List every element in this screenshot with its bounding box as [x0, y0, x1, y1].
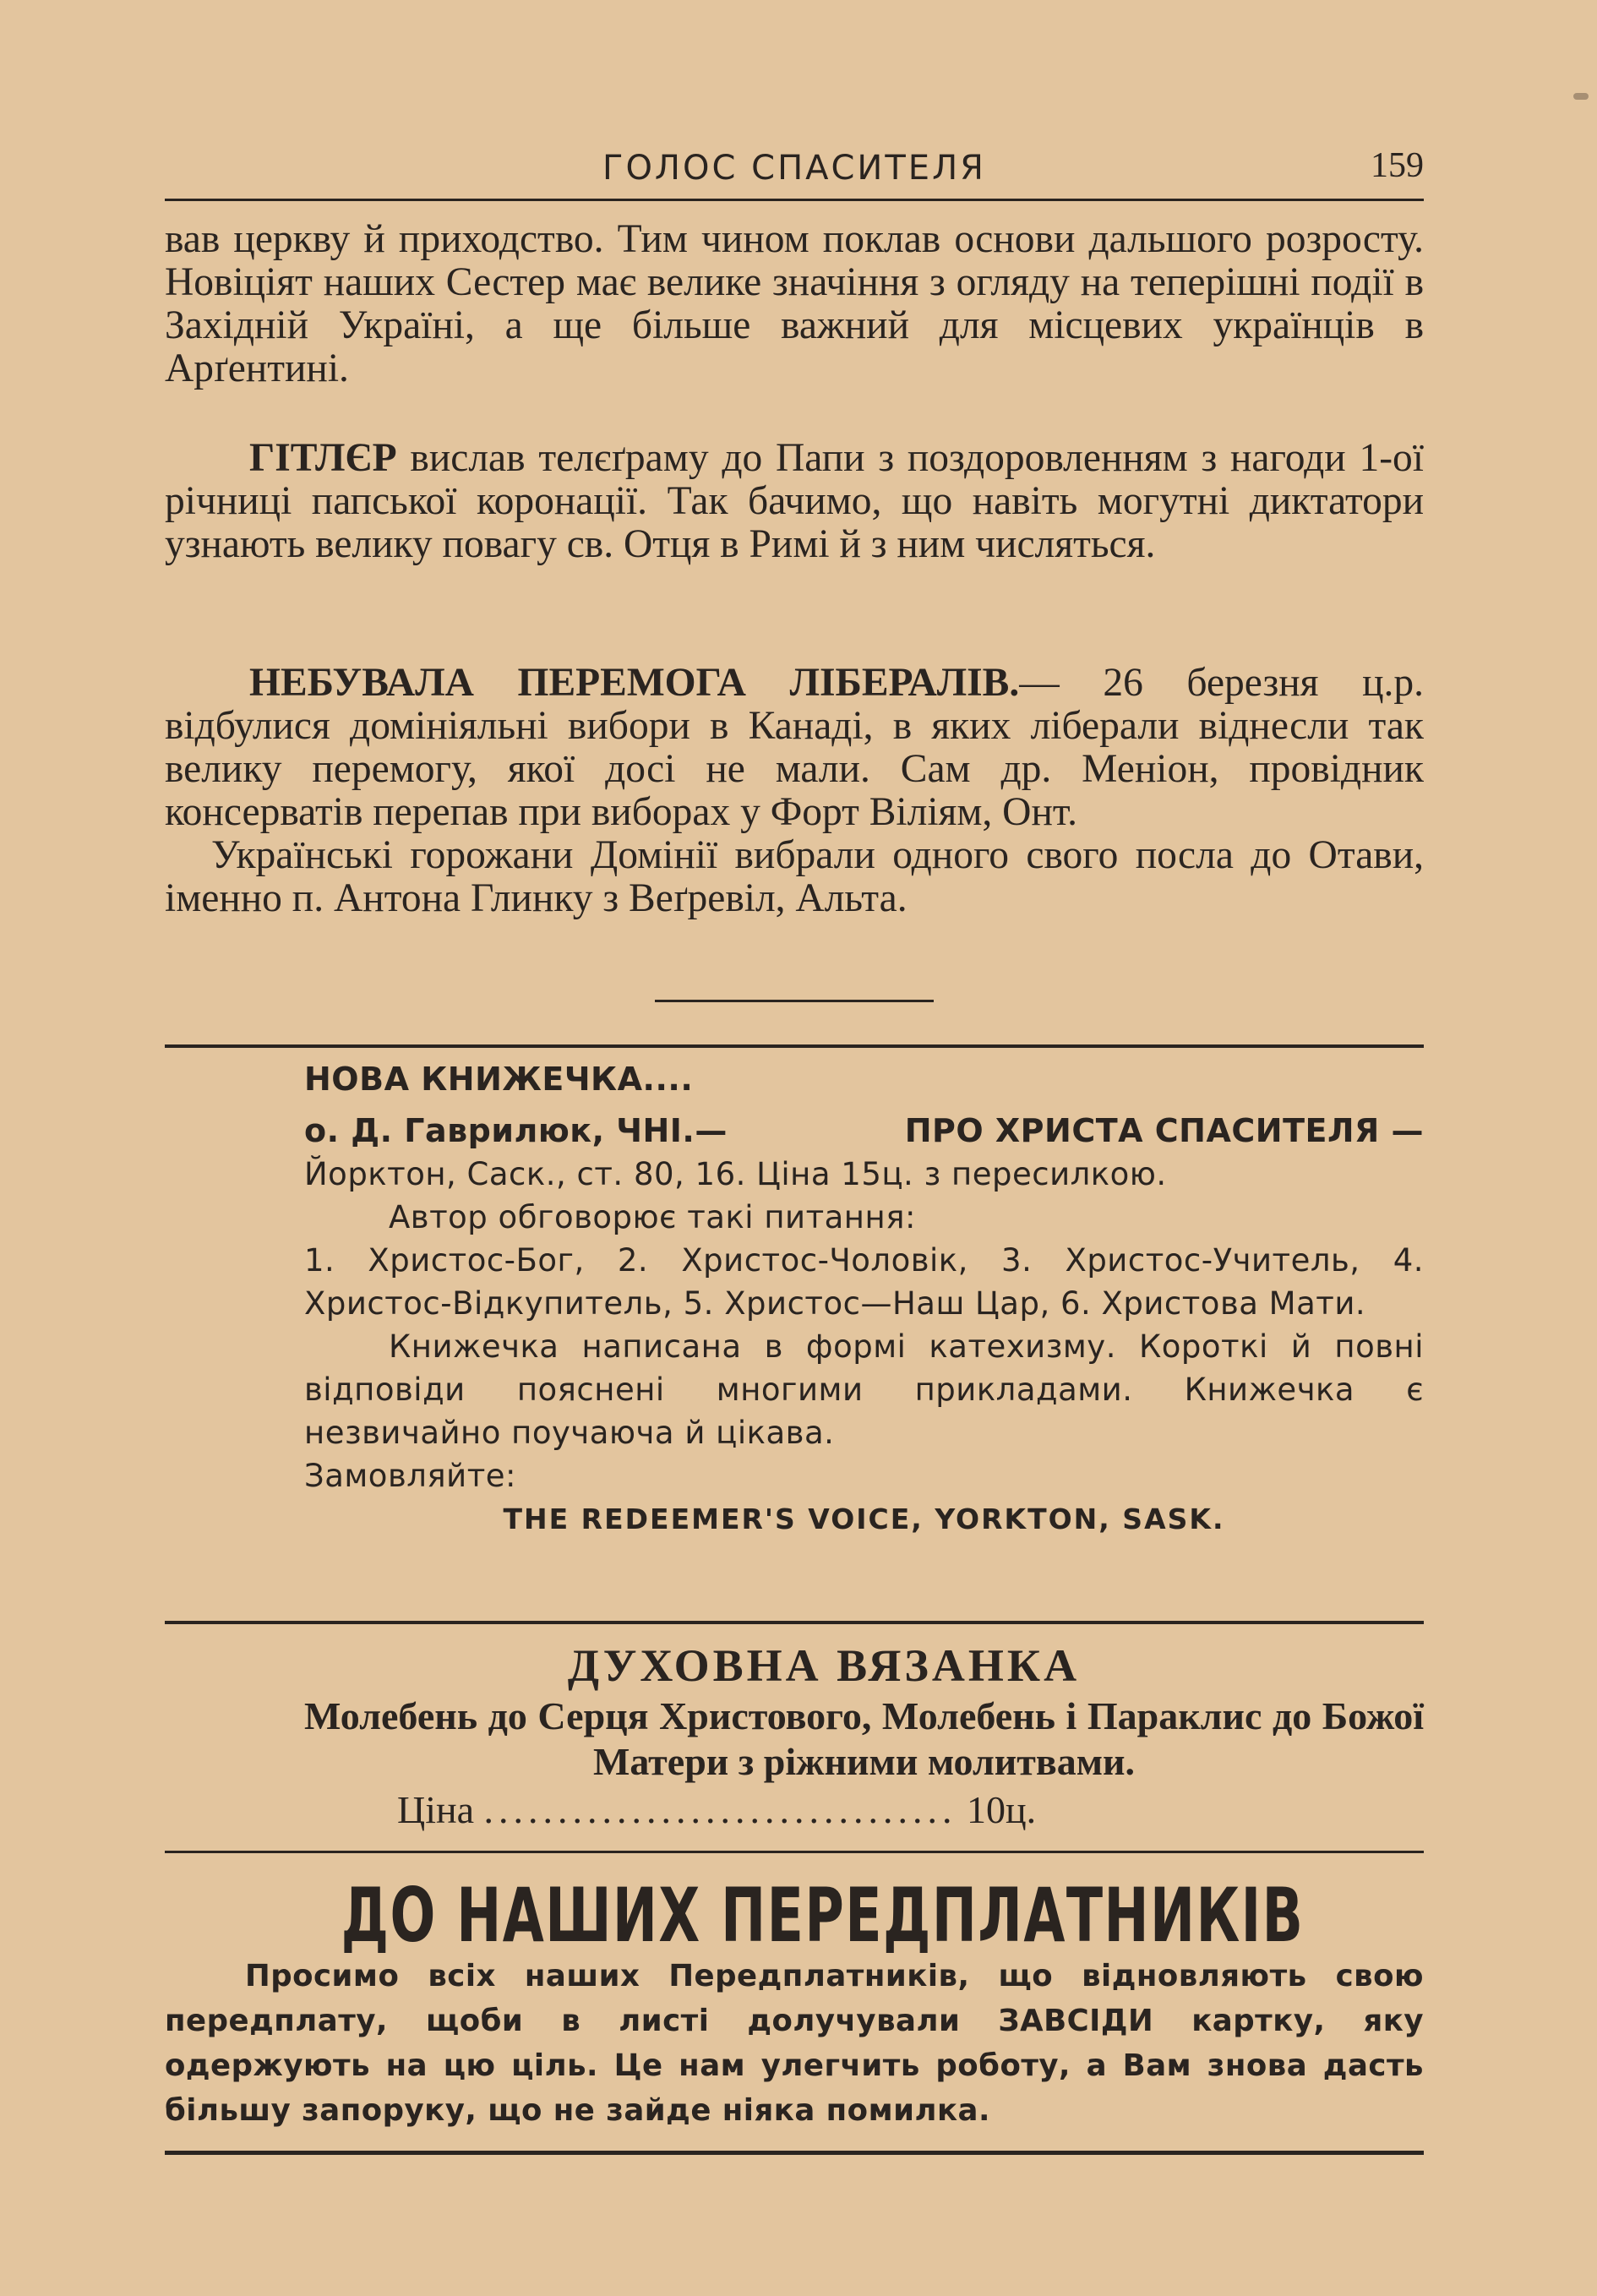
news-item-liberals-text2: Українські горожани Домінії вибрали одного свого посла до Отави, іменно п. Антона Глинку з Веґревіл, Альта.: [165, 833, 1424, 920]
book-ad-heading: НОВА КНИЖЕЧКА....: [304, 1061, 694, 1098]
page-number: 159: [1371, 146, 1424, 185]
prayer-ad: [165, 1638, 1424, 1835]
book-ad-byline: [304, 1110, 1424, 1153]
book-ad-address: THE REDEEMER'S VOICE, YORKTON, SASK.: [503, 1502, 1225, 1535]
book-ad: [304, 1058, 1424, 1541]
book-ad-bottom-rule: [165, 1621, 1424, 1624]
subscribers-title: ДО НАШИХ ПЕРЕДПЛАТНИКІВ: [341, 1872, 1305, 1959]
subscribers-text: Просимо всіх наших Передплатників, що відновляють свою передплату, щоби в листі долучували ЗАВСІДИ картку, яку одержують на цю ціль. Це нам улегчить роботу, а Вам знова дасть більшу запоруку, що не зайде ніяка помилка.: [165, 1959, 1424, 2128]
journal-title: ГОЛОС СПАСИТЕЛЯ: [602, 149, 986, 188]
news-item-hitler-text: вислав телєґраму до Папи з поздоровленням з нагоди 1-ої річниці папської коронації. Так бачимо, що навіть могутні диктатори узнають велику повагу св. Отця в Римі й з ним числяться.: [165, 436, 1425, 566]
running-header: [165, 144, 1424, 194]
news-item-hitler-lead: ГІТЛЄР: [249, 436, 397, 480]
section-divider-short: [655, 1000, 934, 1002]
book-ad-topics: [304, 1239, 1424, 1325]
header-rule: [165, 199, 1424, 201]
prayer-ad-price-value: 10ц.: [967, 1788, 1037, 1831]
news-item-liberals-lead: НЕБУВАЛА ПЕРЕМОГА ЛІБЕРАЛІВ.: [249, 661, 1020, 705]
book-ad-details: Йорктон, Саск., ст. 80, 16. Ціна 15ц. з пересилкою.: [304, 1156, 1167, 1192]
subscribers-notice: [165, 1954, 1424, 2133]
news-item-liberals-text: — 26 березня ц.р. відбулися домініяльні вибори в Канаді, в яких ліберали віднесли так велику перемогу, якої досі не мали. Сам др. Меніон, провідник консерватів перепав при виборах у Форт Віліям, Онт.: [165, 661, 1424, 834]
book-ad-order-label: Замовляйте:: [304, 1458, 516, 1494]
book-ad-description: [304, 1325, 1424, 1454]
ink-spot: [1573, 93, 1589, 100]
book-ad-topics-intro: Автор обговорює такі питання:: [389, 1199, 916, 1235]
prayer-ad-subtitle: Молебень до Серця Христового, Молебень і Параклис до Божої Матери з ріжними молитвами.: [304, 1694, 1424, 1783]
news-item-liberals: [165, 662, 1424, 920]
news-item-hitler: [165, 437, 1424, 566]
prayer-ad-price: [165, 1785, 1424, 1835]
prayer-ad-bottom-rule: [165, 1851, 1424, 1853]
book-ad-topics-text: 1. Христос-Бог, 2. Христос-Чоловік, 3. Христос-Учитель, 4. Христос-Відкупитель, 5. Христос—Наш Цар, 6. Христова Мати.: [304, 1242, 1424, 1322]
subscribers-bottom-rule: [165, 2151, 1424, 2155]
prayer-ad-title: ДУХОВНА ВЯЗАНКА: [567, 1640, 1081, 1691]
book-ad-author: о. Д. Гаврилюк, ЧНІ.—: [304, 1112, 728, 1149]
book-ad-description-text: Книжечка написана в формі катехизму. Короткі й повні відповіди пояснені многими прикладами. Книжечка є незвичайно поучаюча й цікава.: [304, 1328, 1424, 1451]
prayer-ad-price-dots: ................................: [483, 1788, 957, 1831]
prayer-ad-price-label: Ціна: [397, 1788, 475, 1831]
article-intro: [165, 218, 1424, 390]
book-ad-top-rule: [165, 1044, 1424, 1048]
article-intro-text: вав церкву й приходство. Тим чином поклав основи дальшого розросту. Новіціят наших Сестер має велике значіння з огляду на теперішні події в Західній Україні, а ще більше важний для місцевих українців в Арґентині.: [165, 217, 1424, 390]
book-ad-book-title: ПРО ХРИСТА СПАСИТЕЛЯ —: [904, 1112, 1424, 1149]
